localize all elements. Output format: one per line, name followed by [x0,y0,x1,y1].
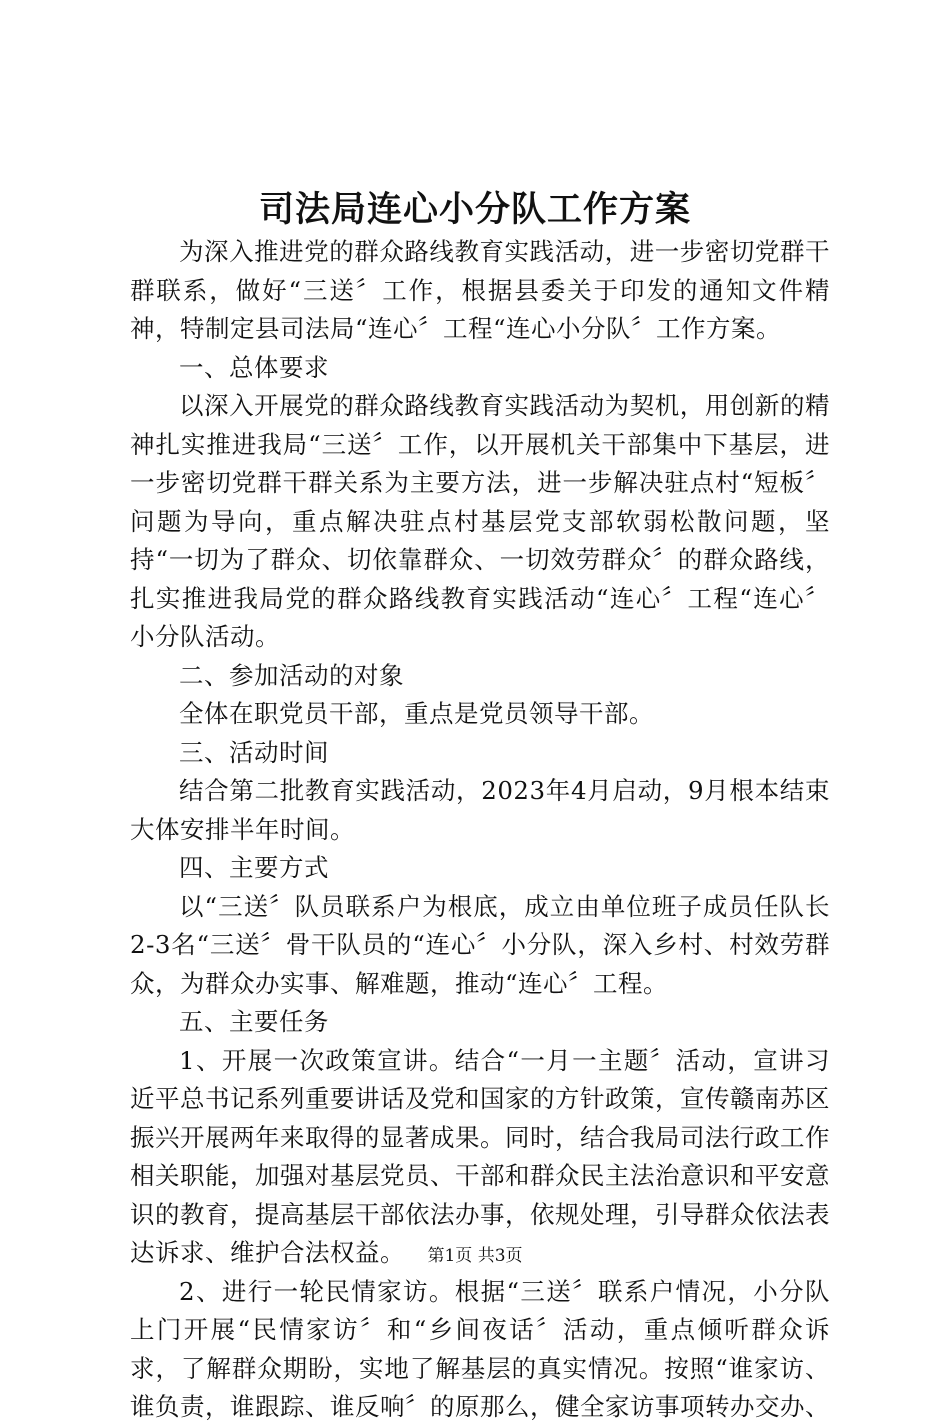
section-heading-general-requirements: 一、总体要求 [179,352,329,382]
section-heading-main-tasks: 五、主要任务 [179,1007,329,1036]
task-1-paragraph: 1、开展一次政策宣讲。结合“一月一主题〞活动，宣讲习近平总书记系列重要讲话及党和国家的方针政策，宣传赣南苏区振兴开展两年来取得的显著成果。同时，结合我局司法行政工作相关职能，加强对基层党员、干部和群众民主法治意识和平安意识的教育，提高基层干部依法办事，依规处理，引导群众依法表达诉求、维护合法权益。 [130,1045,830,1267]
intro-paragraph: 为深入推进党的群众路线教育实践活动，进一步密切党群干群联系，做好“三送〞工作，根据县委关于印发的通知文件精神，特制定县司法局“连心〞工程“连心小分队〞工作方案。 [130,237,830,343]
section-heading-main-methods: 四、主要方式 [179,853,329,882]
participants-paragraph: 全体在职党员干部，重点是党员领导干部。 [179,699,654,728]
section-heading-participants: 二、参加活动的对象 [179,660,404,690]
activity-time-paragraph: 结合第二批教育实践活动，2023年4月启动，9月根本结束大体安排半年时间。 [130,776,830,844]
page-number-footer: 第1页 共3页 [427,1246,523,1266]
main-methods-paragraph: 以“三送〞队员联系户为根底，成立由单位班子成员任队长2-3名“三送〞骨干队员的“连心〞小分队，深入乡村、村效劳群众，为群众办实事、解难题，推动“连心〞工程。 [130,891,830,998]
general-requirements-paragraph: 以深入开展党的群众路线教育实践活动为契机，用创新的精神扎实推进我局“三送〞工作，以开展机关干部集中下基层，进一步密切党群干群关系为主要方法，进一步解决驻点村“短板〞问题为导向，重点解决驻点村基层党支部软弱松散问题，坚持“一切为了群众、切依靠群众、一切效劳群众〞的群众路线，扎实推进我局党的群众路线教育实践活动“连心〞工程“连心〞小分队活动。 [130,391,830,651]
document-title: 司法局连心小分队工作方案 [258,189,691,230]
task-2-paragraph: 2、进行一轮民情家访。根据“三送〞联系户情况，小分队上门开展“民情家访〞和“乡间夜话〞活动，重点倾听群众诉求，了解群众期盼，实地了解基层的真实情况。按照“谁家访、谁负责，谁跟踪、谁反响〞的原那么，健全家访事项转办交办、 [130,1276,830,1421]
section-heading-activity-time: 三、活动时间 [179,737,329,767]
